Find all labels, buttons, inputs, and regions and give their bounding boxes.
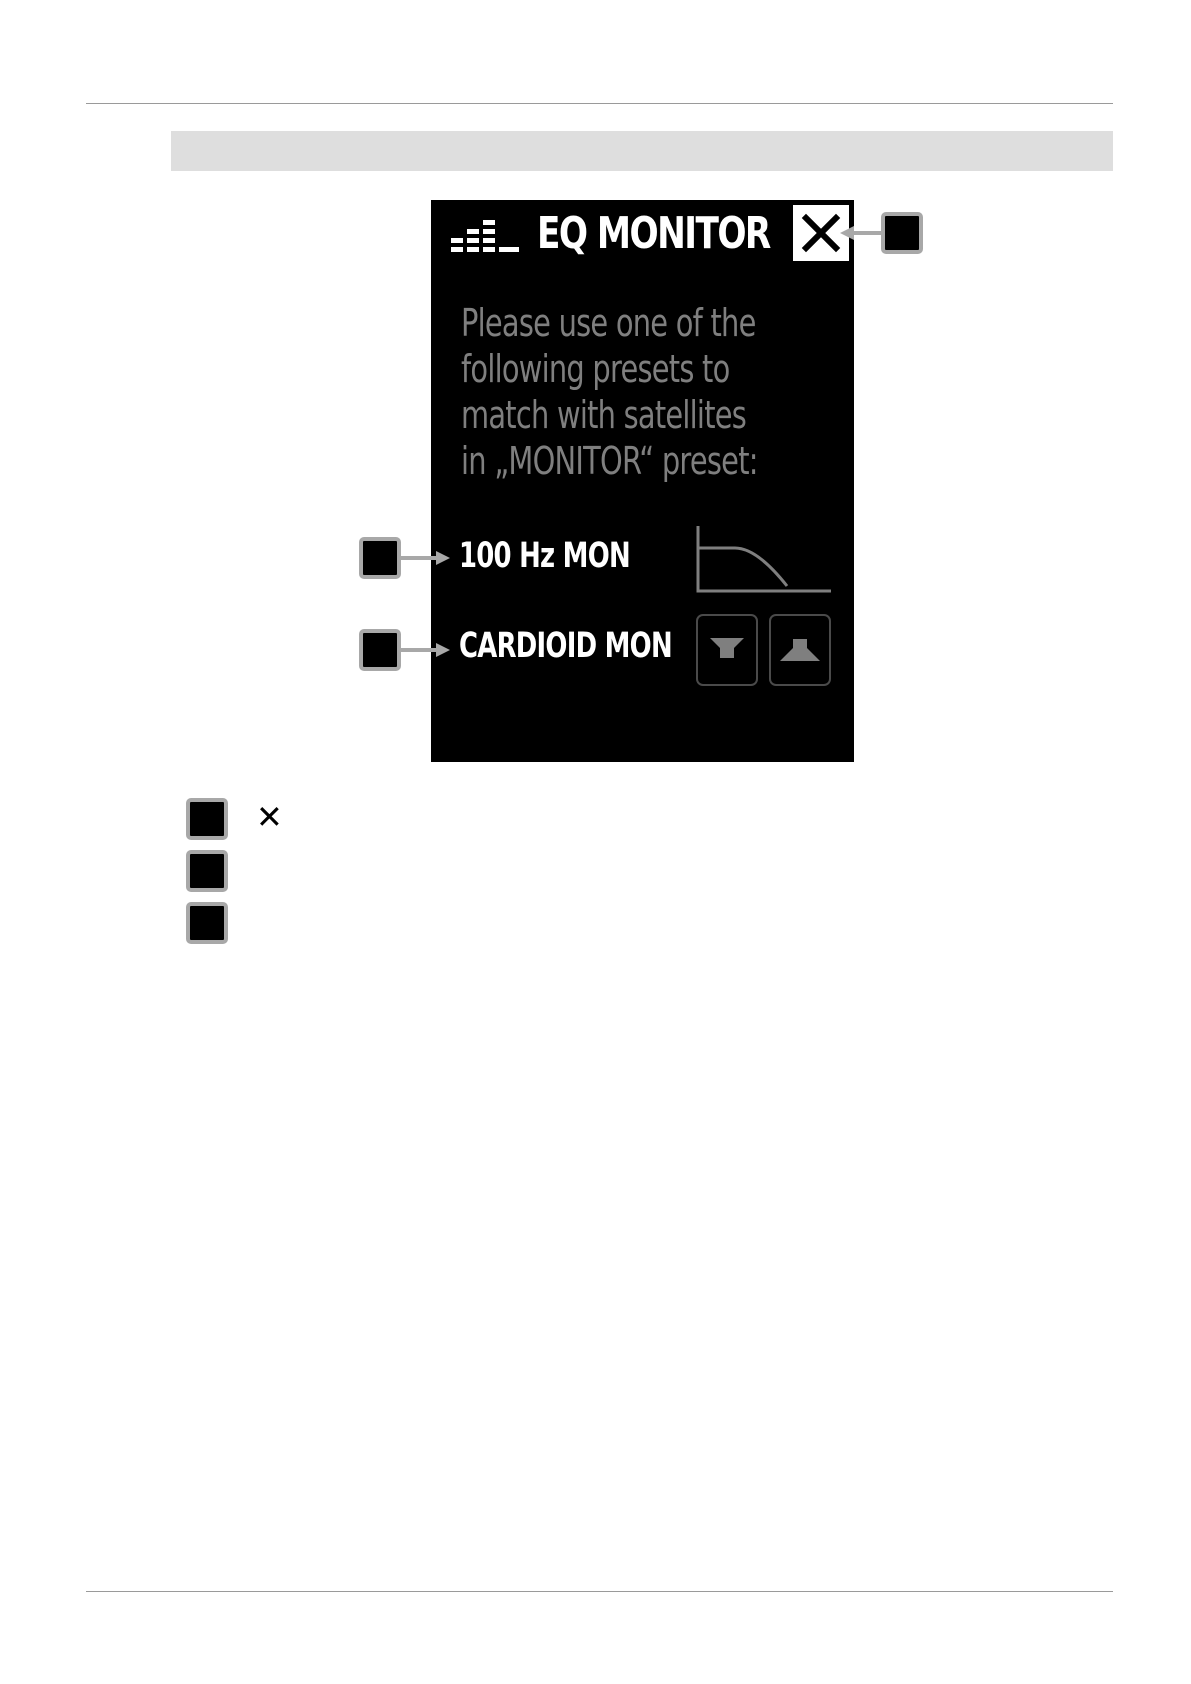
message-line: match with satellites — [461, 393, 747, 437]
cardioid-up-button[interactable] — [769, 614, 831, 686]
legend-marker — [186, 902, 228, 944]
footer-rule — [86, 1591, 1113, 1592]
equalizer-icon — [451, 214, 521, 256]
preset-100hz-mon[interactable]: 100 Hz MON — [459, 536, 630, 576]
legend-marker — [186, 850, 228, 892]
message-line: in „MONITOR“ preset: — [461, 439, 758, 483]
screen-message — [461, 300, 841, 484]
speaker-down-icon — [707, 635, 747, 665]
callout-marker-100hz — [359, 537, 401, 579]
close-icon — [801, 213, 841, 253]
callout-arrow-close — [840, 224, 884, 242]
section-heading-bar — [171, 131, 1113, 171]
callout-arrow-100hz — [400, 549, 450, 567]
legend-marker — [186, 798, 228, 840]
callout-marker-cardioid — [359, 629, 401, 671]
legend-close-symbol: ✕ — [256, 798, 283, 836]
eq-monitor-screen — [431, 200, 854, 762]
cardioid-down-button[interactable] — [696, 614, 758, 686]
callout-marker-close — [881, 212, 923, 254]
message-line: following presets to — [461, 347, 730, 391]
lowpass-curve-icon — [695, 526, 833, 594]
callout-arrow-cardioid — [400, 641, 450, 659]
header-rule — [86, 103, 1113, 104]
preset-cardioid-mon[interactable]: CARDIOID MON — [459, 626, 672, 666]
speaker-up-icon — [778, 635, 822, 665]
screen-title: EQ MONITOR — [537, 208, 770, 259]
message-line: Please use one of the — [461, 301, 756, 345]
